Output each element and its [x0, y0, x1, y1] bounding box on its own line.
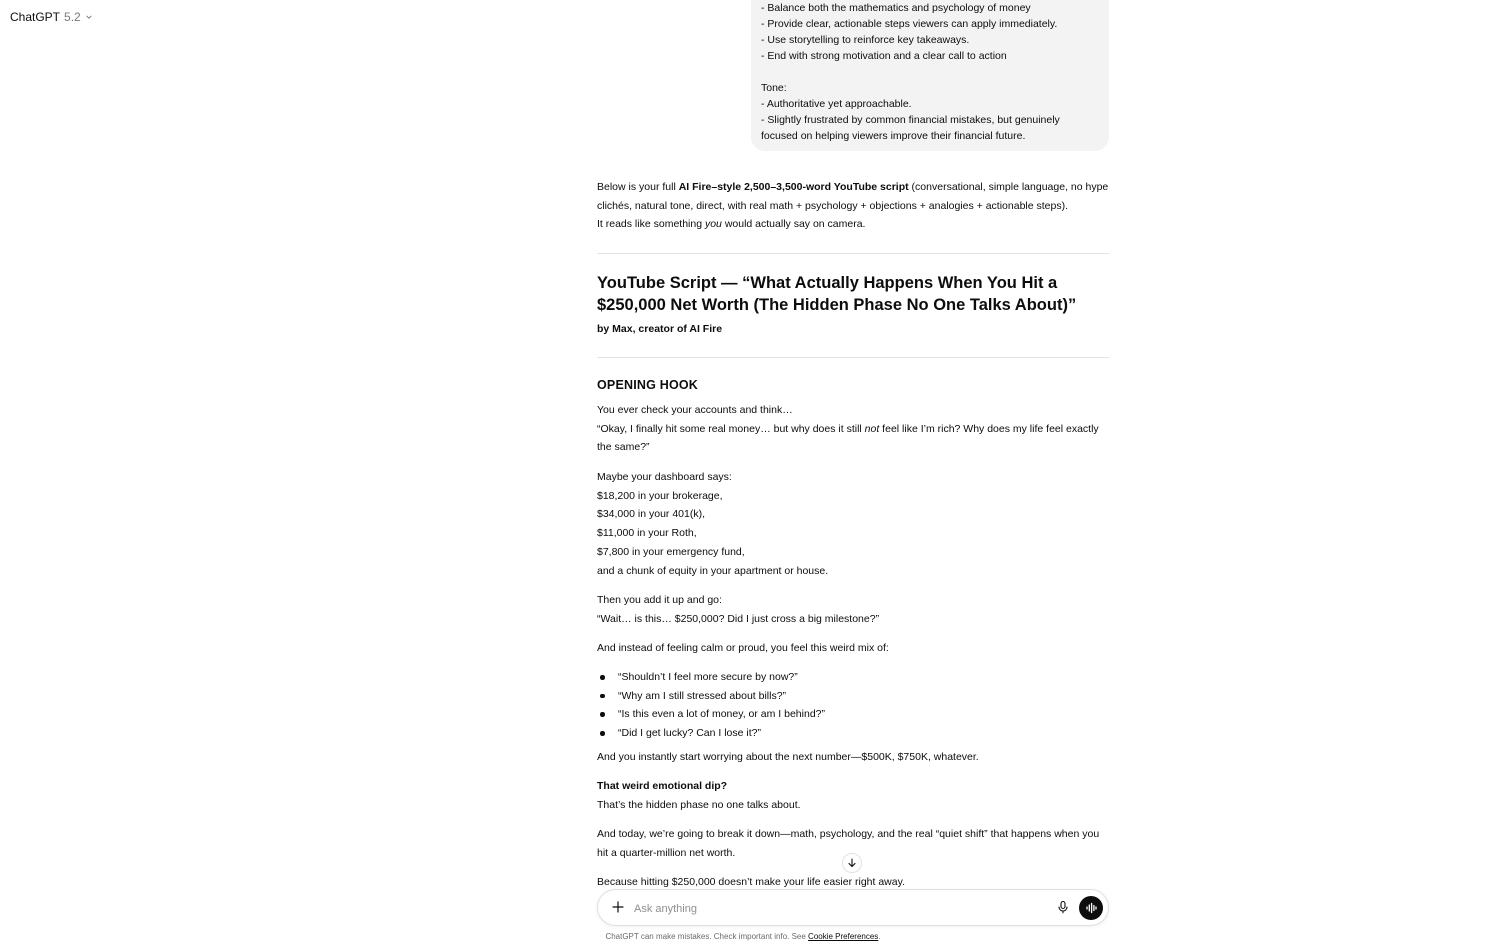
paragraph-add-up — [597, 591, 1109, 628]
dashboard-item — [597, 487, 1109, 506]
footer-text: ChatGPT can make mistakes. Check important info. See — [605, 932, 809, 941]
paragraph-opening — [597, 401, 1109, 457]
paragraph-emotional-dip — [597, 777, 1109, 814]
list-item: “Did I get lucky? Can I lose it?” — [597, 724, 1109, 743]
user-message-line: - Authoritative yet approachable. — [761, 98, 912, 110]
voice-waveform-icon — [1085, 902, 1097, 914]
emotional-dip-bold: That weird emotional dip? — [597, 780, 728, 792]
user-message-line: focused on helping viewers improve their financial future. — [761, 130, 1026, 142]
list-item: “Shouldn’t I feel more secure by now?” — [597, 668, 1109, 687]
intro-suffix: (conversational, simple language, no hype clichés, natural tone, direct, with real math + psychology + objections + analogies + actionable steps). — [597, 181, 1109, 212]
intro2-a: It reads like something — [597, 218, 705, 230]
add-up-line-2: “Wait… is this… $250,000? Did I just cross a big milestone?” — [597, 612, 880, 625]
footer-end: . — [878, 932, 881, 941]
dashboard-rest: in your brokerage, — [634, 489, 723, 502]
dashboard-amount: $18,200 — [597, 489, 635, 502]
bullet-list — [597, 668, 1109, 743]
scroll-to-bottom-button[interactable] — [842, 853, 862, 873]
dashboard-item — [597, 505, 1109, 524]
divider — [597, 357, 1109, 358]
script-byline: by Max, creator of AI Fire — [597, 323, 723, 335]
intro2-em: you — [704, 218, 722, 230]
dashboard-amount: $7,800 — [597, 545, 630, 558]
assistant-intro — [597, 178, 1109, 234]
section-heading: OPENING HOOK — [597, 378, 699, 392]
cookie-preferences-link[interactable]: Cookie Preferences — [808, 932, 879, 941]
model-version: 5.2 — [64, 10, 81, 24]
dashboard-intro: Maybe your dashboard says: — [597, 471, 732, 483]
opening-line-2a: “Okay, I finally hit some real money… but why does it still — [597, 422, 865, 435]
dashboard-rest: in your emergency fund, — [629, 545, 745, 558]
opening-line-2-em: not — [864, 422, 880, 435]
intro2-b: would actually say on camera. — [721, 218, 866, 230]
dashboard-rest: in your 401(k), — [634, 508, 705, 521]
composer — [597, 889, 1109, 926]
list-item: “Is this even a lot of money, or am I behind?” — [597, 705, 1109, 724]
microphone-icon[interactable] — [1056, 900, 1070, 914]
voice-mode-button[interactable] — [1079, 896, 1103, 920]
dashboard-item — [597, 543, 1109, 562]
arrow-down-icon — [847, 858, 857, 868]
divider — [597, 253, 1109, 254]
paragraph-because: Because hitting $250,000 doesn’t make your life easier right away. — [597, 876, 905, 888]
add-up-line-1: Then you add it up and go: — [597, 594, 722, 606]
user-message-bubble — [751, 0, 1109, 151]
dashboard-amount: $11,000 — [597, 527, 635, 540]
user-message-line: - Balance both the mathematics and psychology of money — [761, 2, 1031, 14]
user-message-line: - Slightly frustrated by common financial mistakes, but genuinely — [761, 114, 1060, 126]
paragraph-next-number: And you instantly start worrying about the next number—$500K, $750K, whatever. — [597, 751, 979, 763]
intro-bold: AI Fire–style 2,500–3,500-word YouTube script — [678, 181, 909, 193]
intro-second-line — [597, 215, 1109, 234]
opening-line-1: You ever check your accounts and think… — [597, 404, 793, 416]
plus-icon[interactable] — [611, 900, 625, 914]
script-title: YouTube Script — “What Actually Happens When You Hit a $250,000 Net Worth (The Hidden Phase No One Talks About)” — [597, 274, 1077, 314]
dashboard-last: and a chunk of equity in your apartment or house. — [597, 564, 829, 577]
user-message-line: - Use storytelling to reinforce key takeaways. — [761, 34, 970, 46]
emotional-dip-rest: That’s the hidden phase no one talks about. — [597, 798, 801, 811]
app-name: ChatGPT — [10, 10, 61, 24]
chat-input[interactable] — [632, 899, 1036, 919]
user-message-line — [761, 64, 1099, 80]
chevron-down-icon — [85, 13, 93, 21]
model-switcher[interactable] — [10, 10, 93, 24]
opening-line-2b: feel like I’m rich? Why does my life feel exactly the same?” — [597, 422, 1099, 454]
paragraph-break-down: And today, we’re going to break it down—math, psychology, and the real “quiet shift” that happens when you hit a quarter-million net worth. — [597, 828, 1100, 859]
paragraph-dashboard — [597, 468, 1109, 580]
dashboard-amount: $34,000 — [597, 508, 635, 521]
intro-paragraph — [597, 178, 1109, 215]
opening-line-2 — [597, 420, 1109, 457]
dashboard-item — [597, 524, 1109, 543]
dashboard-rest: in your Roth, — [634, 527, 697, 540]
footer-disclaimer — [0, 932, 1486, 941]
list-item: “Why am I still stressed about bills?” — [597, 687, 1109, 706]
intro-prefix: Below is your full — [597, 181, 679, 193]
paragraph-weird-mix: And instead of feeling calm or proud, you feel this weird mix of: — [597, 642, 889, 654]
user-message-line: Tone: — [761, 82, 787, 94]
user-message-line: - Provide clear, actionable steps viewers can apply immediately. — [761, 18, 1058, 30]
user-message-line: - End with strong motivation and a clear call to action — [761, 50, 1007, 62]
